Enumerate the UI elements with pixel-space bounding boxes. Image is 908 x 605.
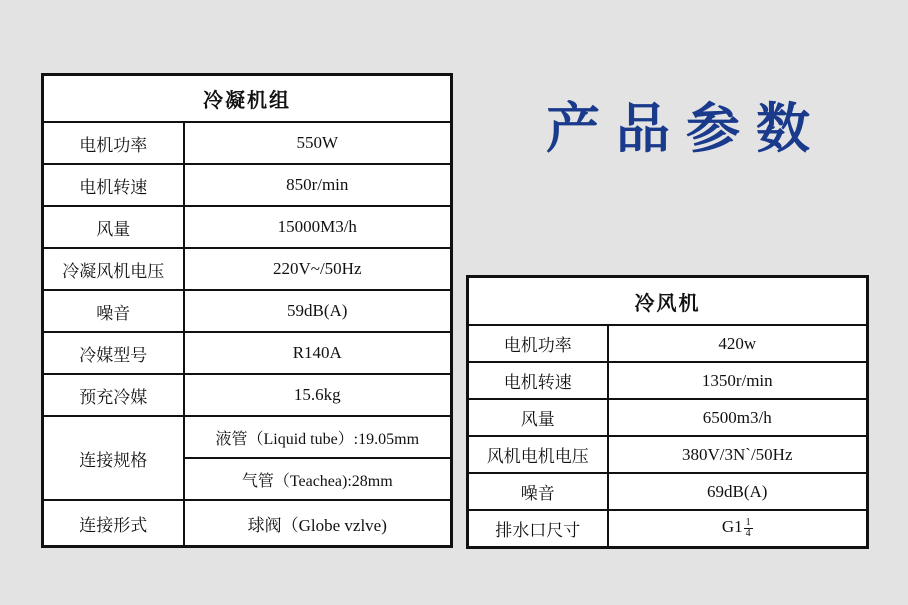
spec-value-fan-motor-voltage: 380V/3N`/50Hz	[608, 436, 868, 473]
table-row	[468, 362, 868, 399]
table-row	[43, 416, 452, 458]
spec-label-connection-type: 连接形式	[43, 500, 184, 547]
spec-value-air-volume: 6500m3/h	[608, 399, 868, 436]
spec-label-fan-voltage: 冷凝风机电压	[43, 248, 184, 290]
spec-value-air-volume: 15000M3/h	[184, 206, 452, 248]
spec-value-connection-type: 球阀（Globe vzlve)	[184, 500, 452, 547]
table-row	[43, 290, 452, 332]
spec-label-noise: 噪音	[468, 473, 608, 510]
table-row	[43, 164, 452, 206]
spec-value-motor-power: 550W	[184, 122, 452, 164]
spec-label-fan-motor-voltage: 风机电机电压	[468, 436, 608, 473]
table-row	[468, 436, 868, 473]
spec-value-gas-tube: 气管（Teachea):28mm	[184, 458, 452, 500]
spec-label-drain-port-size: 排水口尺寸	[468, 510, 608, 548]
table-row	[43, 374, 452, 416]
spec-value-fan-voltage: 220V~/50Hz	[184, 248, 452, 290]
condensing-unit-table	[41, 73, 453, 548]
spec-value-refrigerant-type: R140A	[184, 332, 452, 374]
spec-value-drain-port-size	[608, 510, 868, 548]
table-row	[468, 510, 868, 548]
table-row	[468, 325, 868, 362]
table-row	[43, 332, 452, 374]
spec-label-precharged-refrigerant: 预充冷媒	[43, 374, 184, 416]
page-title: 产品参数	[546, 99, 826, 159]
spec-label-air-volume: 风量	[43, 206, 184, 248]
condensing-unit-table-title: 冷凝机组	[43, 75, 452, 123]
drain-size-fraction	[744, 518, 753, 540]
spec-value-motor-speed: 1350r/min	[608, 362, 868, 399]
spec-label-motor-speed: 电机转速	[43, 164, 184, 206]
spec-label-motor-speed: 电机转速	[468, 362, 608, 399]
table-row	[43, 122, 452, 164]
spec-label-refrigerant-type: 冷媒型号	[43, 332, 184, 374]
spec-label-motor-power: 电机功率	[468, 325, 608, 362]
spec-value-liquid-tube: 液管（Liquid tube）:19.05mm	[184, 416, 452, 458]
table-row	[468, 399, 868, 436]
spec-value-motor-power: 420w	[608, 325, 868, 362]
spec-value-noise: 59dB(A)	[184, 290, 452, 332]
table-header-row	[468, 277, 868, 326]
table-header-row	[43, 75, 452, 123]
drain-size-prefix: G1	[721, 517, 743, 537]
spec-label-motor-power: 电机功率	[43, 122, 184, 164]
spec-value-motor-speed: 850r/min	[184, 164, 452, 206]
air-cooler-table-title: 冷风机	[468, 277, 868, 326]
spec-label-noise: 噪音	[43, 290, 184, 332]
spec-value-precharged-refrigerant: 15.6kg	[184, 374, 452, 416]
spec-value-noise: 69dB(A)	[608, 473, 868, 510]
table-row	[43, 206, 452, 248]
spec-label-air-volume: 风量	[468, 399, 608, 436]
table-row	[468, 473, 868, 510]
fraction-numerator: 1	[745, 516, 751, 528]
air-cooler-table	[466, 275, 869, 549]
table-row	[43, 500, 452, 547]
spec-label-connection-spec: 连接规格	[43, 416, 184, 500]
fraction-denominator: 4	[745, 528, 751, 540]
table-row	[43, 248, 452, 290]
